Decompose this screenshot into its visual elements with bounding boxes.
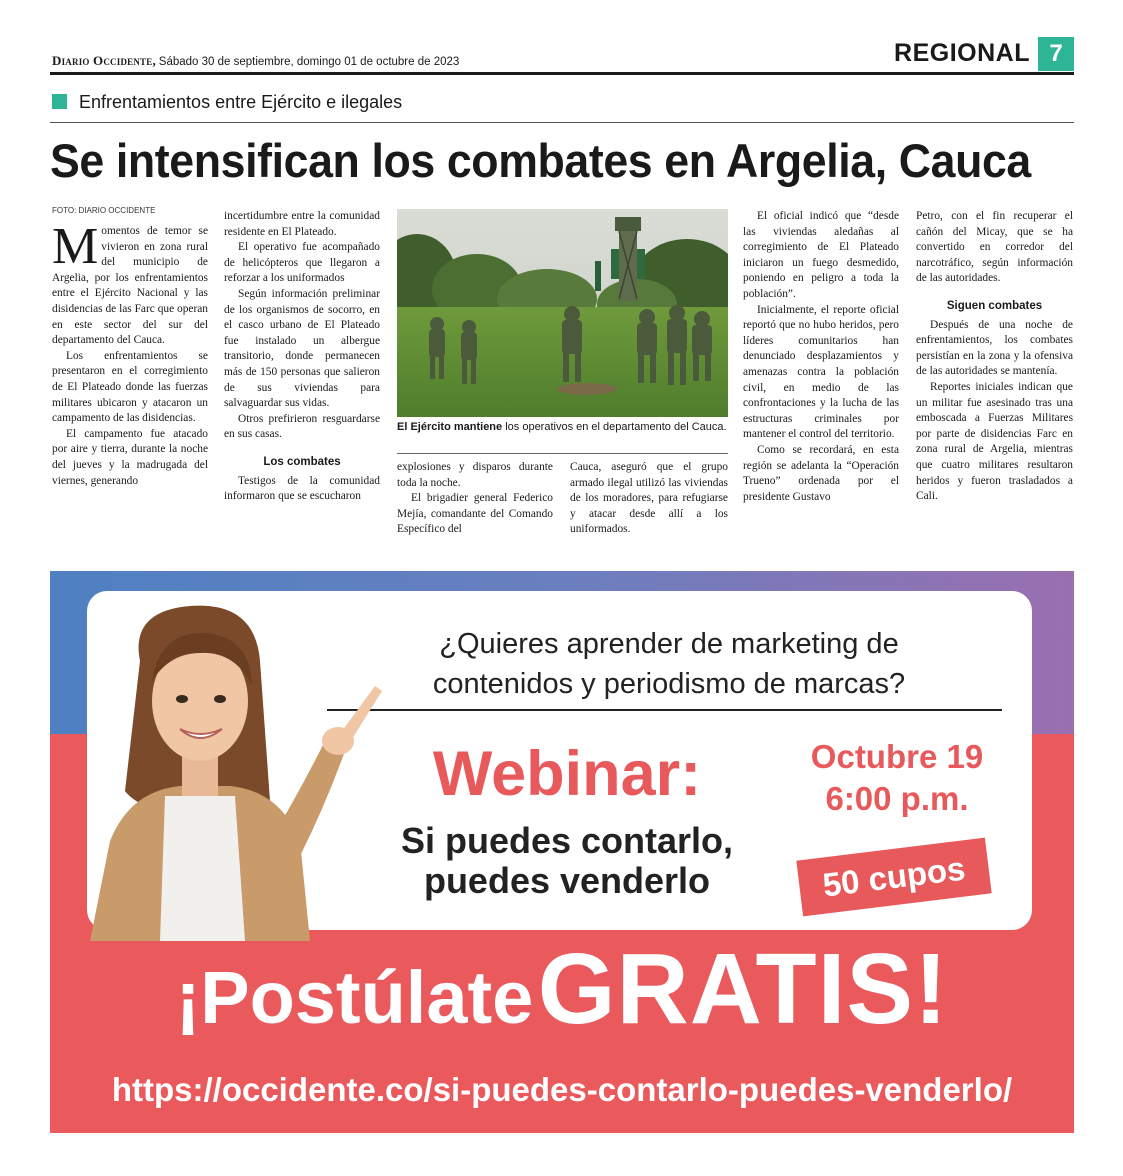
paragraph: Cauca, aseguró que el grupo armado ilegal utilizó las viviendas de los moradores, para refugiarse y atacar desde allí a los uniformados.: [570, 461, 728, 536]
subhead-siguen-combates: Siguen combates: [946, 299, 1043, 312]
soldiers-photo-illustration: [397, 209, 728, 417]
postulate-text: ¡Postúlate: [175, 956, 534, 1039]
paragraph: El brigadier general Federico Mejía, comandante del Comando Específico del: [397, 492, 553, 536]
paragraph: Como se recordará, en esta región se adelanta la “Operación Trueno” ordenada por el presidente Gustavo: [743, 443, 899, 503]
article-column-2: [224, 209, 380, 505]
article-photo: [397, 209, 728, 417]
webinar-advertisement: [50, 571, 1074, 1133]
ad-question: ¿Quieres aprender de marketing de contenidos y periodismo de marcas?: [432, 628, 906, 700]
article-column-3: [397, 460, 553, 538]
paragraph: Según información preliminar de los organismos de socorro, en el casco urbano de El Plateado fue instalado un albergue transitorio, donde permanecen más de 150 personas que salieron de sus viviendas para salvaguardar sus vidas.: [224, 287, 380, 410]
subhead-los-combates: Los combates: [263, 455, 341, 468]
photo-caption: [397, 421, 728, 434]
paragraph: explosiones y disparos durante toda la noche.: [397, 461, 553, 489]
kicker-square-icon: [52, 94, 67, 109]
ad-cupos-badge: 50 cupos: [796, 838, 991, 917]
article-column-5: [743, 209, 899, 505]
paragraph: Otros prefirieron resguardarse en sus casas.: [224, 412, 380, 441]
paragraph: Después de una noche de enfrentamientos, los combates persistían en la zona y la ofensiva de las autoridades se mantenía.: [916, 318, 1073, 378]
gratis-text: GRATIS!: [537, 933, 949, 1045]
newspaper-name: Diario Occidente,: [52, 53, 156, 68]
paragraph: Reportes iniciales indican que un militar fue asesinado tras una emboscada a Fuerzas Militares por parte de disidencias Farc en zona rural de Argelia, mientras que cuatro militares resultaron heridos y fueron trasladados a Cali.: [916, 380, 1073, 503]
ad-webinar-subtitle: Si puedes contarlo, puedes venderlo: [400, 820, 734, 901]
paragraph: incertidumbre entre la comunidad residente en El Plateado.: [224, 210, 380, 238]
caption-text: los operativos en el departamento del Cauca.: [502, 421, 727, 433]
article-column-1: [52, 218, 208, 489]
issue-date: Sábado 30 de septiembre, domingo 01 de octubre de 2023: [158, 56, 460, 68]
ad-url-link[interactable]: https://occidente.co/si-puedes-contarlo-puedes-venderlo/: [111, 1071, 1013, 1108]
masthead-dateline: [52, 53, 459, 69]
paragraph: Momentos de temor se vivieron en zona rural del municipio de Argelia, por los enfrentamientos entre el Ejército Nacional y las disidencias de las Farc que operan en este sector del sur del departamento del Cauca.: [52, 218, 208, 347]
paragraph: Testigos de la comunidad informaron que se escucharon: [224, 474, 380, 503]
kicker: [52, 92, 402, 113]
kicker-text: Enfrentamientos entre Ejército e ilegales: [79, 92, 403, 112]
paragraph: Los enfrentamientos se presentaron en el corregimiento de El Plateado donde las fuerzas militares ubicaron y atacaron un campamento de las disidencias.: [52, 349, 208, 425]
masthead-rule: [50, 72, 1074, 75]
paragraph: El campamento fue atacado por aire y tierra, durante la noche del jueves y la madrugada del viernes, generando: [52, 427, 208, 487]
ad-webinar-title: Webinar:: [432, 739, 702, 809]
caption-lead: El Ejército mantiene: [397, 421, 503, 433]
drop-cap: M: [52, 218, 99, 275]
article-column-4: [570, 460, 728, 538]
kicker-rule: [50, 122, 1074, 123]
masthead: [50, 37, 1074, 77]
section-name: REGIONAL: [894, 39, 1030, 67]
page-number: 7: [1038, 37, 1074, 71]
article-column-6: [916, 209, 1073, 505]
caption-rule: [397, 453, 728, 454]
woman-pointing-illustration: [70, 591, 430, 941]
paragraph: Inicialmente, el reporte oficial reportó que no hubo heridos, pero líderes comunitarios han denunciado desplazamientos y amenazas contra la población civil, en medio de las confrontaciones y la lucha de las estructuras criminales por mantener el control del territorio.: [743, 303, 899, 441]
photo-credit: FOTO: DIARIO OCCIDENTE: [52, 206, 156, 215]
ad-date-time: Octubre 19 6:00 p.m.: [810, 738, 984, 817]
headline: Se intensifican los combates en Argelia, Cauca: [50, 134, 1031, 187]
paragraph: El oficial indicó que “desde las viviendas aledañas al corregimiento de El Plateado iniciaron un fuego desmedido, poniendo en peligro a toda la población”.: [743, 210, 899, 300]
paragraph: Petro, con el fin recuperar el cañón del Micay, que se ha convertido en corredor del narcotráfico, según información de las autoridades.: [916, 210, 1073, 285]
ad-call-to-action: [50, 933, 1074, 1069]
paragraph: El operativo fue acompañado de helicópteros que llegaron a reforzar a los uniformados: [224, 241, 380, 285]
